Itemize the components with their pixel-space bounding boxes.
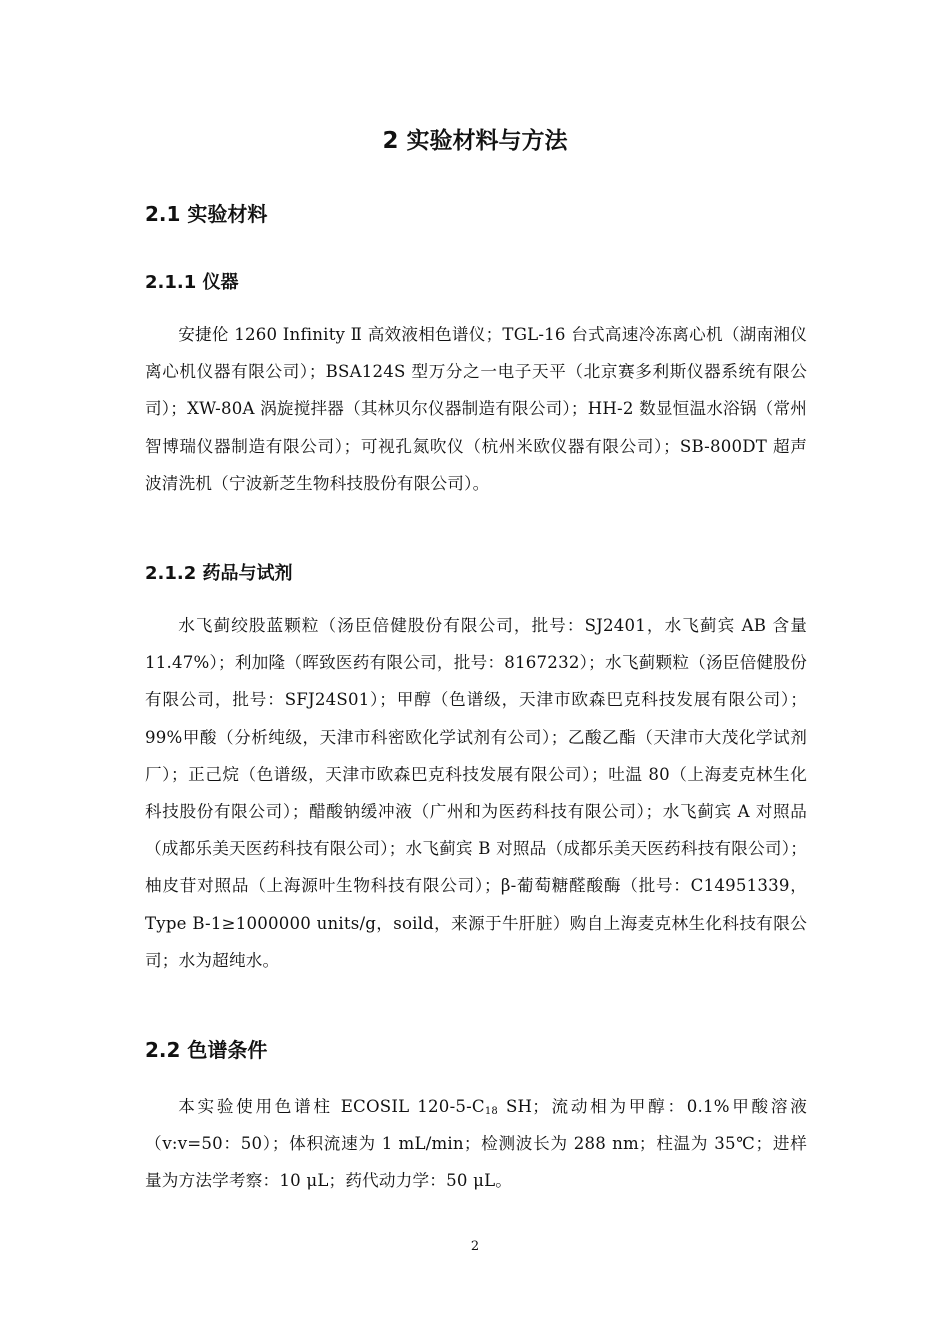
section-heading-2-1-2: 2.1.2 药品与试剂 — [145, 563, 293, 584]
chromatography-text-part2: SH；流动相为甲醇：0.1%甲酸溶液（v:v=50：50）；体积流速为 1 mL/min；检测波长为 288 nm；柱温为 35℃；进样量为方法学考察：10 μL；药代动力学：50 μL。 — [145, 1097, 807, 1191]
chromatography-text-part1: 本实验使用色谱柱 ECOSIL 120-5-C — [178, 1097, 485, 1116]
page-number: 2 — [470, 1239, 480, 1254]
paragraph-reagents: 水飞蓟绞股蓝颗粒（汤臣倍健股份有限公司，批号：SJ2401，水飞蓟宾 AB 含量 11.47%）；利加隆（晖致医药有限公司，批号：8167232）；水飞蓟颗粒（汤臣倍健股份有限公司，批号：SFJ24S01）；甲醇（色谱级，天津市欧森巴克科技发展有限公司）；99%甲酸（分析纯级，天津市科密欧化学试剂有公司）；乙酸乙酯（天津市大茂化学试剂厂）；正己烷（色谱级，天津市欧森巴克科技发展有限公司）；吐温 80（上海麦克林生化科技股份有限公司）；醋酸钠缓冲液（广州和为医药科技有限公司）；水飞蓟宾 A 对照品（成都乐美天医药科技有限公司）；水飞蓟宾 B 对照品（成都乐美天医药科技有限公司）；柚皮苷对照品（上海源叶生物科技有限公司）；β-葡萄糖醛酸酶（批号：C14951339，Type B-1≥1000000 units/g，soild，来源于牛肝脏）购自上海麦克林生化科技有限公司；水为超纯水。 — [145, 616, 807, 970]
section-heading-2-1: 2.1 实验材料 — [145, 202, 268, 226]
section-heading-2-1-1: 2.1.1 仪器 — [145, 272, 239, 293]
chapter-title: 2 实验材料与方法 — [382, 128, 568, 154]
paragraph-instruments: 安捷伦 1260 Infinity Ⅱ 高效液相色谱仪；TGL-16 台式高速冷冻离心机（湖南湘仪离心机仪器有限公司）；BSA124S 型万分之一电子天平（北京赛多利斯仪器系统有限公司）；XW-80A 涡旋搅拌器（其林贝尔仪器制造有限公司）；HH-2 数显恒温水浴锅（常州智博瑞仪器制造有限公司）；可视孔氮吹仪（杭州米欧仪器有限公司）；SB-800DT 超声波清洗机（宁波新芝生物科技股份有限公司）。 — [145, 325, 808, 493]
section-heading-2-2: 2.2 色谱条件 — [145, 1038, 268, 1062]
paragraph-chromatography — [145, 1088, 807, 1200]
column-subscript: 18 — [484, 1106, 498, 1117]
